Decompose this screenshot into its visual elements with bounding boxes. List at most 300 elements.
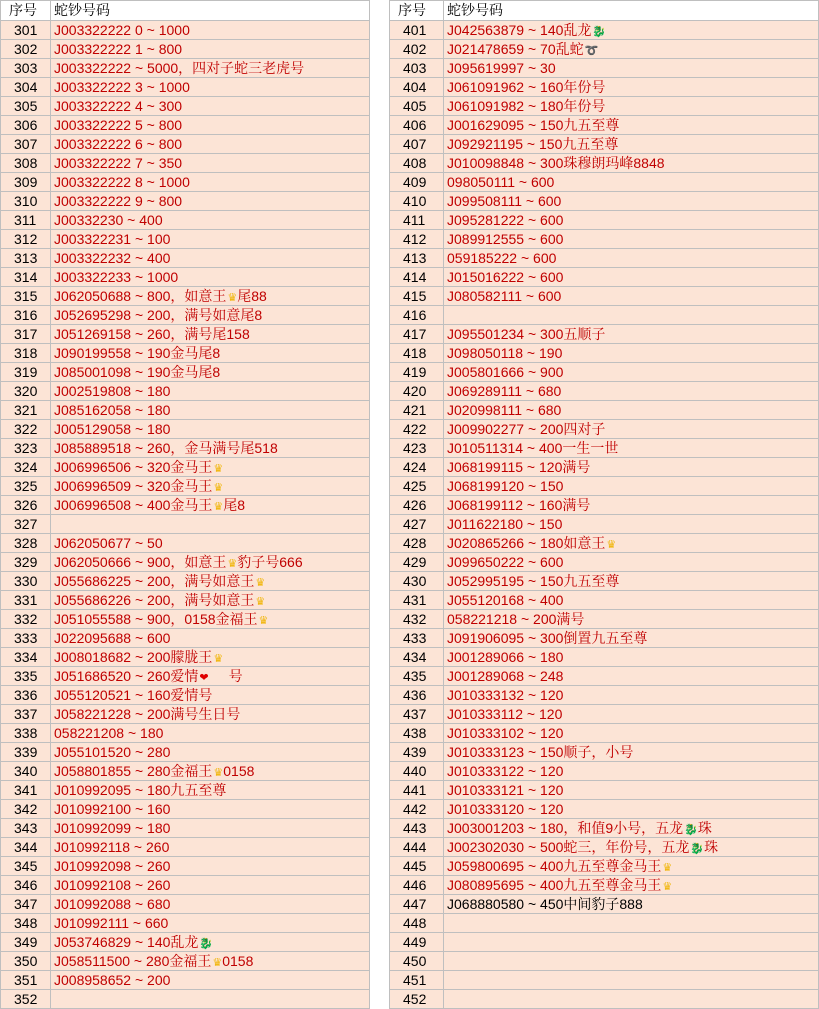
table-row[interactable] [0, 724, 370, 743]
table-row[interactable] [0, 648, 370, 667]
table-row[interactable] [389, 382, 819, 401]
serial-code-text: J099650222 ~ 600 [447, 554, 564, 570]
row-index: 335 [0, 667, 51, 685]
serial-code-text: J098050118 ~ 190 [447, 345, 563, 361]
table-row[interactable] [0, 990, 370, 1009]
table-row[interactable] [389, 971, 819, 990]
table-row[interactable] [389, 515, 819, 534]
table-row[interactable] [389, 477, 819, 496]
serial-code-cell [51, 268, 370, 286]
table-row[interactable] [389, 819, 819, 838]
dragon-icon: 🐉 [690, 843, 705, 855]
table-row[interactable] [0, 477, 370, 496]
serial-code-cell [51, 420, 370, 438]
serial-code-cell [444, 686, 819, 704]
row-index: 429 [389, 553, 444, 571]
serial-code-cell [444, 610, 819, 628]
snake-icon: ➰ [584, 45, 599, 57]
serial-code-cell [51, 496, 370, 514]
table-row[interactable] [0, 515, 370, 534]
row-index: 423 [389, 439, 444, 457]
serial-code-text: J010511314 ~ 400一生一世 [447, 440, 619, 456]
row-index: 452 [389, 990, 444, 1008]
row-index: 449 [389, 933, 444, 951]
serial-code-text: J010992108 ~ 260 [54, 877, 171, 893]
table-row[interactable] [389, 268, 819, 287]
serial-code-text: J006996508 ~ 400金马王 [54, 497, 213, 513]
table-row[interactable] [0, 211, 370, 230]
table-row[interactable] [389, 21, 819, 40]
table-row[interactable] [0, 78, 370, 97]
serial-code-cell [51, 458, 370, 476]
serial-code-text: J068199120 ~ 150 [447, 478, 564, 494]
serial-code-text: J095501234 ~ 300五顺子 [447, 326, 606, 342]
table-row[interactable] [389, 648, 819, 667]
table-row[interactable] [0, 686, 370, 705]
row-index: 405 [389, 97, 444, 115]
serial-code-cell [444, 173, 819, 191]
serial-code-cell [444, 325, 819, 343]
row-index: 407 [389, 135, 444, 153]
table-row[interactable] [389, 743, 819, 762]
row-index: 432 [389, 610, 444, 628]
row-index: 438 [389, 724, 444, 742]
table-row[interactable] [0, 496, 370, 515]
table-row[interactable] [0, 458, 370, 477]
table-row[interactable] [389, 325, 819, 344]
table-row[interactable] [389, 287, 819, 306]
serial-code-cell [444, 439, 819, 457]
row-index: 330 [0, 572, 51, 590]
serial-code-text: J020998111 ~ 680 [447, 402, 562, 418]
table-row[interactable] [389, 724, 819, 743]
crown-icon: ♛ [213, 767, 224, 779]
serial-code-cell [444, 287, 819, 305]
serial-code-text: J061091982 ~ 180年份号 [447, 98, 606, 114]
serial-code-cell [444, 705, 819, 723]
table-row[interactable] [0, 572, 370, 591]
row-index: 317 [0, 325, 51, 343]
row-index: 334 [0, 648, 51, 666]
serial-code-text: J055686226 ~ 200，满号如意王 [54, 592, 255, 608]
serial-code-cell [51, 477, 370, 495]
dragon-icon: 🐉 [592, 26, 607, 38]
row-index: 445 [389, 857, 444, 875]
table-row[interactable] [389, 553, 819, 572]
table-row[interactable] [0, 21, 370, 40]
serial-code-cell [444, 363, 819, 381]
serial-code-cell [51, 439, 370, 457]
row-index: 311 [0, 211, 51, 229]
row-index: 301 [0, 21, 51, 39]
serial-code-cell [444, 154, 819, 172]
serial-code-text: J091906095 ~ 300倒置九五至尊 [447, 630, 648, 646]
serial-code-text: J003322222 9 ~ 800 [54, 193, 183, 209]
table-row[interactable] [0, 135, 370, 154]
serial-code-text: J010333123 ~ 150顺子，小号 [447, 744, 634, 760]
serial-code-cell [444, 971, 819, 989]
crown-icon: ♛ [213, 653, 224, 665]
table-row[interactable] [389, 762, 819, 781]
crown-icon: ♛ [213, 463, 224, 475]
table-row[interactable] [0, 97, 370, 116]
table-row[interactable] [0, 306, 370, 325]
row-index: 312 [0, 230, 51, 248]
serial-code-suffix: 0158 [222, 953, 254, 969]
serial-code-cell [51, 553, 370, 571]
row-index: 404 [389, 78, 444, 96]
serial-code-text: J010992111 ~ 660 [54, 915, 169, 931]
table-row[interactable] [389, 116, 819, 135]
serial-code-text: J022095688 ~ 600 [54, 630, 171, 646]
row-index: 337 [0, 705, 51, 723]
table-row[interactable] [389, 667, 819, 686]
row-index: 329 [0, 553, 51, 571]
table-row[interactable] [0, 629, 370, 648]
crown-icon: ♛ [255, 596, 266, 608]
serial-code-cell [444, 59, 819, 77]
table-row[interactable] [389, 534, 819, 553]
table-row[interactable] [0, 325, 370, 344]
table-row[interactable] [0, 534, 370, 553]
row-index: 336 [0, 686, 51, 704]
serial-code-text: 058221208 ~ 180 [54, 725, 164, 741]
table-row[interactable] [389, 895, 819, 914]
table-row[interactable] [389, 572, 819, 591]
serial-code-text: J062050666 ~ 900，如意王 [54, 554, 227, 570]
row-index: 412 [389, 230, 444, 248]
serial-code-cell [444, 667, 819, 685]
row-index: 331 [0, 591, 51, 609]
serial-code-cell [444, 40, 819, 58]
table-row[interactable] [0, 420, 370, 439]
serial-code-text: J003322222 6 ~ 800 [54, 136, 183, 152]
serial-code-text: J085162058 ~ 180 [54, 402, 171, 418]
serial-code-text: J051269158 ~ 260，满号尾158 [54, 326, 250, 342]
table-row[interactable] [389, 914, 819, 933]
serial-code-text: J002302030 ~ 500蛇三，年份号，五龙 [447, 839, 690, 855]
table-row[interactable] [0, 933, 370, 952]
serial-code-text: J003322233 ~ 1000 [54, 269, 179, 285]
row-index: 325 [0, 477, 51, 495]
serial-code-cell [51, 705, 370, 723]
serial-code-cell [444, 895, 819, 913]
serial-code-cell [444, 800, 819, 818]
row-index: 444 [389, 838, 444, 856]
row-index: 316 [0, 306, 51, 324]
table-row[interactable] [389, 173, 819, 192]
serial-code-cell [444, 496, 819, 514]
serial-code-text: J001289068 ~ 248 [447, 668, 564, 684]
table-row[interactable] [389, 496, 819, 515]
table-row[interactable] [389, 686, 819, 705]
serial-code-text: J058511500 ~ 280金福王 [54, 953, 212, 969]
table-row[interactable] [0, 59, 370, 78]
row-index: 324 [0, 458, 51, 476]
heart-icon: ❤ [199, 672, 209, 684]
serial-code-suffix: 尾8 [223, 497, 246, 513]
table-row[interactable] [0, 781, 370, 800]
serial-code-text: J010333120 ~ 120 [447, 801, 564, 817]
row-index: 428 [389, 534, 444, 552]
table-row[interactable] [0, 401, 370, 420]
serial-code-text: J001289066 ~ 180 [447, 649, 564, 665]
serial-code-cell [51, 724, 370, 742]
row-index: 314 [0, 268, 51, 286]
table-row[interactable] [0, 230, 370, 249]
table-row[interactable] [389, 97, 819, 116]
row-index: 446 [389, 876, 444, 894]
table-row[interactable] [0, 971, 370, 990]
table-row[interactable] [389, 401, 819, 420]
row-index: 424 [389, 458, 444, 476]
dragon-icon: 🐉 [199, 938, 214, 950]
serial-code-text: J003322231 ~ 100 [54, 231, 171, 247]
row-index: 451 [389, 971, 444, 989]
serial-code-text: J003322232 ~ 400 [54, 250, 171, 266]
serial-code-text: J00332230 ~ 400 [54, 212, 163, 228]
serial-code-cell [51, 534, 370, 552]
row-index: 435 [389, 667, 444, 685]
serial-code-cell [51, 629, 370, 647]
row-index: 303 [0, 59, 51, 77]
serial-code-cell [51, 610, 370, 628]
header-index: 序号 [389, 1, 444, 20]
row-index: 309 [0, 173, 51, 191]
table-row[interactable] [389, 192, 819, 211]
row-index: 342 [0, 800, 51, 818]
serial-code-cell [51, 800, 370, 818]
serial-code-text: J062050677 ~ 50 [54, 535, 163, 551]
table-row[interactable] [389, 990, 819, 1009]
header-code: 蛇钞号码 [51, 1, 370, 20]
row-index: 439 [389, 743, 444, 761]
serial-code-cell [51, 192, 370, 210]
table-row[interactable] [389, 591, 819, 610]
row-index: 345 [0, 857, 51, 875]
serial-code-cell [51, 667, 370, 685]
table-row[interactable] [0, 154, 370, 173]
table-row[interactable] [0, 173, 370, 192]
table-row[interactable] [0, 439, 370, 458]
table-row[interactable] [389, 705, 819, 724]
header-code: 蛇钞号码 [444, 1, 819, 20]
serial-code-cell [444, 591, 819, 609]
serial-code-cell [51, 325, 370, 343]
serial-code-text: J003322222 0 ~ 1000 [54, 22, 190, 38]
table-row[interactable] [0, 857, 370, 876]
row-index: 321 [0, 401, 51, 419]
serial-code-cell [51, 838, 370, 856]
table-row[interactable] [0, 705, 370, 724]
row-index: 430 [389, 572, 444, 590]
serial-code-text: J010333112 ~ 120 [447, 706, 563, 722]
serial-code-cell [444, 382, 819, 400]
serial-code-text: J069289111 ~ 680 [447, 383, 562, 399]
row-index: 340 [0, 762, 51, 780]
table-row[interactable] [0, 249, 370, 268]
row-index: 347 [0, 895, 51, 913]
table-row[interactable] [389, 439, 819, 458]
serial-code-cell [51, 154, 370, 172]
table-row[interactable] [0, 363, 370, 382]
serial-code-cell [444, 553, 819, 571]
serial-code-cell [51, 40, 370, 58]
serial-code-cell [444, 420, 819, 438]
serial-code-cell [51, 990, 370, 1008]
table-row[interactable] [389, 458, 819, 477]
serial-code-cell [51, 211, 370, 229]
table-row[interactable] [0, 952, 370, 971]
row-index: 305 [0, 97, 51, 115]
table-row[interactable] [0, 610, 370, 629]
row-index: 328 [0, 534, 51, 552]
crown-icon: ♛ [213, 482, 224, 494]
serial-code-cell [51, 515, 370, 533]
serial-code-text: J053746829 ~ 140乱龙 [54, 934, 199, 950]
serial-code-text: J003322222 1 ~ 800 [54, 41, 183, 57]
serial-code-cell [51, 135, 370, 153]
table-row[interactable] [0, 382, 370, 401]
table-row[interactable] [0, 192, 370, 211]
table-row[interactable] [0, 287, 370, 306]
row-index: 339 [0, 743, 51, 761]
serial-code-cell [51, 572, 370, 590]
table-row[interactable] [0, 591, 370, 610]
serial-code-text: J006996506 ~ 320金马王 [54, 459, 213, 475]
table-row[interactable] [389, 629, 819, 648]
table-row[interactable] [0, 800, 370, 819]
table-row[interactable] [389, 800, 819, 819]
serial-code-text: J010992098 ~ 260 [54, 858, 171, 874]
serial-code-text: J055120168 ~ 400 [447, 592, 564, 608]
table-row[interactable] [0, 553, 370, 572]
row-index: 425 [389, 477, 444, 495]
table-row[interactable] [0, 762, 370, 781]
table-row[interactable] [0, 667, 370, 686]
serial-code-text: J010992100 ~ 160 [54, 801, 171, 817]
serial-code-text: J052695298 ~ 200，满号如意尾8 [54, 307, 263, 323]
serial-code-cell [444, 990, 819, 1008]
table-row[interactable] [389, 952, 819, 971]
serial-code-text: J052995195 ~ 150九五至尊 [447, 573, 620, 589]
table-row[interactable] [389, 876, 819, 895]
serial-code-suffix: 豹子号666 [237, 554, 303, 570]
row-index: 401 [389, 21, 444, 39]
table-row[interactable] [0, 895, 370, 914]
serial-code-cell [51, 173, 370, 191]
table-row[interactable] [0, 40, 370, 59]
serial-code-text: J010992118 ~ 260 [54, 839, 170, 855]
serial-code-text: J095619997 ~ 30 [447, 60, 556, 76]
serial-code-cell [51, 287, 370, 305]
table-row[interactable] [0, 743, 370, 762]
table-row[interactable] [389, 933, 819, 952]
row-index: 413 [389, 249, 444, 267]
table-row[interactable] [389, 363, 819, 382]
table-row[interactable] [389, 249, 819, 268]
row-index: 338 [0, 724, 51, 742]
serial-code-text: J003322222 3 ~ 1000 [54, 79, 190, 95]
table-row[interactable] [0, 268, 370, 287]
serial-code-cell [51, 230, 370, 248]
serial-code-cell [444, 648, 819, 666]
row-index: 304 [0, 78, 51, 96]
table-row[interactable] [0, 819, 370, 838]
table-row[interactable] [0, 876, 370, 895]
serial-code-text: J006996509 ~ 320金马王 [54, 478, 213, 494]
table-row[interactable] [389, 154, 819, 173]
table-row[interactable] [389, 230, 819, 249]
serial-code-text: J005801666 ~ 900 [447, 364, 564, 380]
serial-code-cell [51, 21, 370, 39]
crown-icon: ♛ [606, 539, 617, 551]
table-row[interactable] [389, 420, 819, 439]
serial-code-cell [51, 249, 370, 267]
crown-icon: ♛ [662, 862, 673, 874]
table-row[interactable] [389, 781, 819, 800]
row-index: 302 [0, 40, 51, 58]
serial-code-suffix: 尾88 [237, 288, 267, 304]
crown-icon: ♛ [212, 957, 223, 969]
row-index: 326 [0, 496, 51, 514]
table-row[interactable] [0, 116, 370, 135]
row-index: 403 [389, 59, 444, 77]
row-index: 341 [0, 781, 51, 799]
table-row[interactable] [389, 59, 819, 78]
serial-code-text: J095281222 ~ 600 [447, 212, 564, 228]
row-index: 440 [389, 762, 444, 780]
table-row[interactable] [389, 135, 819, 154]
serial-code-text: J058221228 ~ 200满号生日号 [54, 706, 241, 722]
table-row[interactable] [389, 306, 819, 325]
row-index: 416 [389, 306, 444, 324]
serial-code-text: J003322222 7 ~ 350 [54, 155, 183, 171]
serial-code-text: J055120521 ~ 160爱情号 [54, 687, 213, 703]
serial-code-text: J092921195 ~ 150九五至尊 [447, 136, 619, 152]
serial-code-cell [444, 781, 819, 799]
serial-code-cell [444, 21, 819, 39]
table-row[interactable] [0, 344, 370, 363]
left-table [0, 0, 370, 1008]
row-index: 418 [389, 344, 444, 362]
table-row[interactable] [389, 78, 819, 97]
row-index: 409 [389, 173, 444, 191]
serial-code-text: J010333122 ~ 120 [447, 763, 564, 779]
row-index: 348 [0, 914, 51, 932]
table-row[interactable] [389, 838, 819, 857]
serial-code-text: J008958652 ~ 200 [54, 972, 171, 988]
table-row[interactable] [389, 344, 819, 363]
table-row[interactable] [0, 914, 370, 933]
row-index: 349 [0, 933, 51, 951]
table-row[interactable] [389, 40, 819, 59]
row-index: 406 [389, 116, 444, 134]
serial-code-cell [444, 97, 819, 115]
row-index: 415 [389, 287, 444, 305]
table-row[interactable] [0, 838, 370, 857]
row-index: 443 [389, 819, 444, 837]
serial-code-cell [444, 78, 819, 96]
table-row[interactable] [389, 857, 819, 876]
table-row[interactable] [389, 610, 819, 629]
serial-code-text: J055686225 ~ 200，满号如意王 [54, 573, 255, 589]
serial-code-cell [444, 268, 819, 286]
row-index: 344 [0, 838, 51, 856]
table-row[interactable] [389, 211, 819, 230]
serial-code-cell [444, 534, 819, 552]
serial-code-text: J010333121 ~ 120 [447, 782, 564, 798]
